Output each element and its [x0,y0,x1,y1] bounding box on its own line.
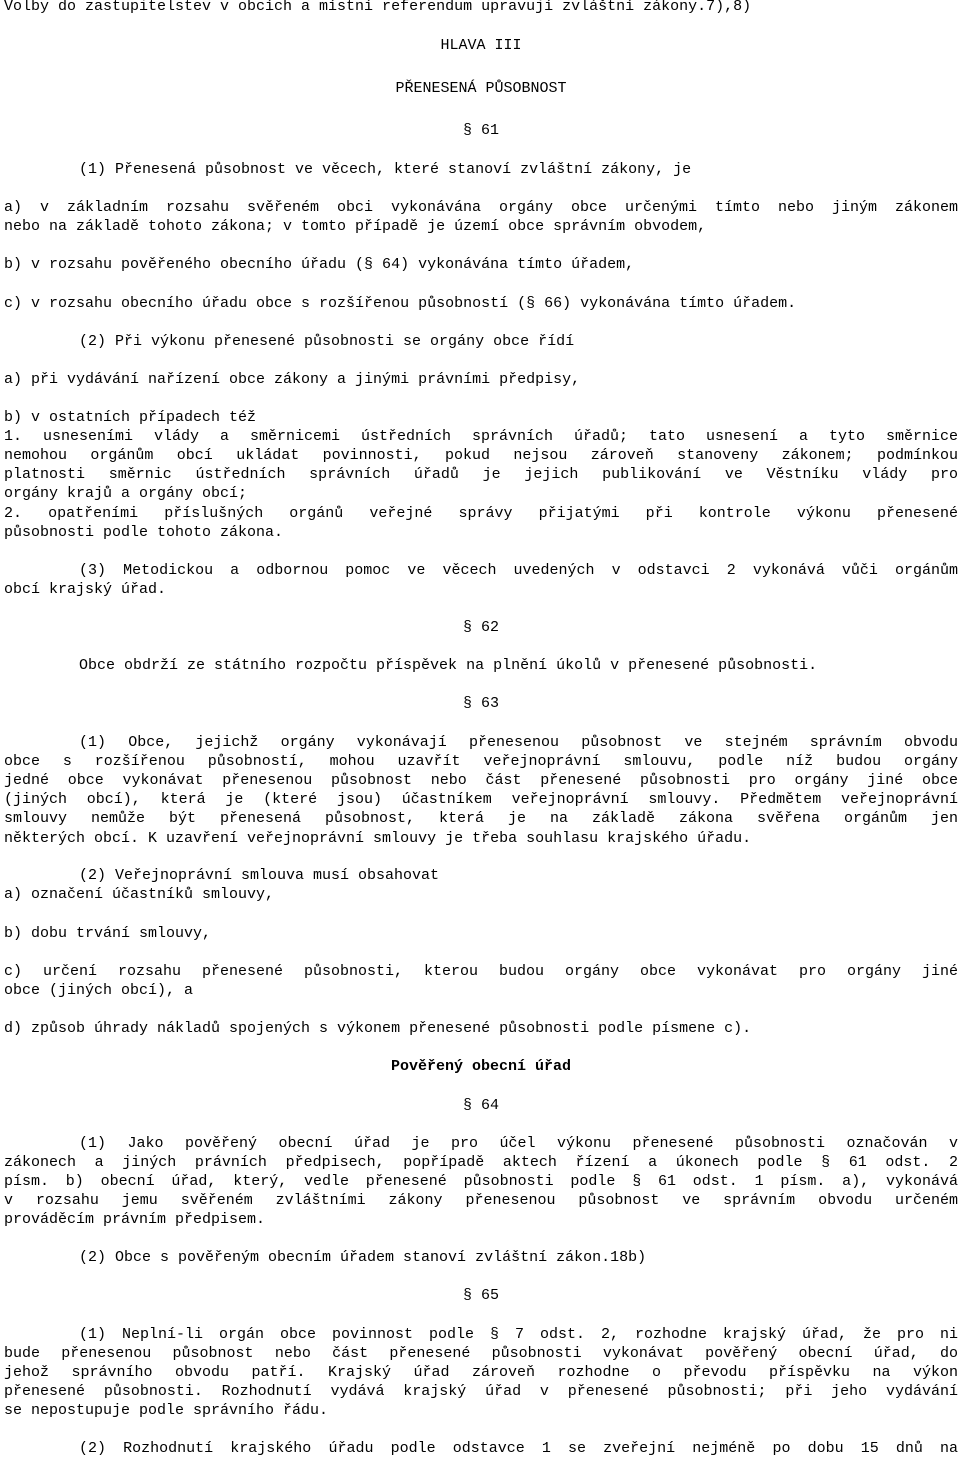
paragraph-64-1-line-4: v rozsahu jemu svěřeném zvláštními zákony přenesenou působnost ve správním obvodu určeném [4,1192,958,1209]
item-61-c: c) v rozsahu obecního úřadu obce s rozšířenou působností (§ 66) vykonávána tímto úřadem. [4,295,797,312]
chapter-title: PŘENESENÁ PŮSOBNOST [395,80,567,97]
paragraph-61-2: (2) Při výkonu přenesené působnosti se orgány obce řídí [79,333,575,350]
paragraph-62: Obce obdrží ze státního rozpočtu příspěvek na plnění úkolů v přenesené působnosti. [79,657,818,674]
paragraph-64-2: (2) Obce s pověřeným obecním úřadem stanoví zvláštní zákon.18b) [79,1249,647,1266]
point-1-line-3: platnosti směrnic ústředních správních úřadů je jejich publikování ve Věstníku vlády pro [4,466,958,483]
item-61-2-b: b) v ostatních případech též [4,409,257,426]
paragraph-64-1-line-3: písm. b) obecní úřad, který, vedle přenesené působnosti podle § 61 odst. 1 písm. a), vykonává [4,1173,958,1190]
item-61-2-a: a) při vydávání nařízení obce zákony a jinými právními předpisy, [4,371,581,388]
item-61-a-line-2: nebo na základě tohoto zákona; v tomto případě je území obce správním obvodem, [4,218,707,235]
paragraph-64-1-line-2: zákonech a jiných právních předpisech, popřípadě aktech řízení a úkonech podle § 61 odst. 2 [4,1154,958,1171]
section-number-64: § 64 [462,1097,499,1114]
section-number-65: § 65 [462,1287,499,1304]
paragraph-63-1-line-3: jedné obce vykonávat přenesenou působnost nebo část přenesené působnosti pro orgány jiné obce [4,772,958,789]
item-63-2-a: a) označení účastníků smlouvy, [4,886,275,903]
paragraph-65-2-line-1: (2) Rozhodnutí krajského úřadu podle odstavce 1 se zveřejní nejméně po dobu 15 dnů na [79,1440,958,1457]
item-63-2-b: b) dobu trvání smlouvy, [4,925,212,942]
section-number-62: § 62 [462,619,499,636]
item-63-2-c-line-1: c) určení rozsahu přenesené působnosti, kterou budou orgány obce vykonávat pro orgány jiné [4,963,958,980]
paragraph-65-1-line-4: přenesené působnosti. Rozhodnutí vydává krajský úřad v přenesené působnosti; při jeho vydávání [4,1383,958,1400]
paragraph-64-1-line-5: prováděcím právním předpisem. [4,1211,266,1228]
point-1-line-4: orgány krajů a orgány obcí; [4,485,248,502]
item-61-a-line-1: a) v základním rozsahu svěřeném obci vykonávána orgány obce určenými tímto nebo jiným zákonem [4,199,958,216]
paragraph-63-1-line-1: (1) Obce, jejichž orgány vykonávají přenesenou působnost ve stejném správním obvodu [79,734,958,751]
point-1-line-2: nemohou orgánům obcí ukládat povinnosti, pokud nejsou zároveň stanoveny zákonem; podmínkou [4,447,958,464]
paragraph-63-1-line-4: (jiných obcí), která je (které jsou) účastníkem veřejnoprávní smlouvy. Předmětem veřejnoprávní [4,791,958,808]
item-63-2-d: d) způsob úhrady nákladů spojených s výkonem přenesené působnosti podle písmene c). [4,1020,752,1037]
paragraph-63-2: (2) Veřejnoprávní smlouva musí obsahovat [79,867,440,884]
point-2-line-1: 2. opatřeními příslušných orgánů veřejné správy přijatými při kontrole výkonu přenesené [4,505,958,522]
intro-line: Volby do zastupitelstev v obcích a místní referendum upravují zvláštní zákony.7),8) [4,0,752,15]
paragraph-63-1-line-5: smlouvy nemůže být přenesená působnost, která je na základě zákona svěřena orgánům jen [4,810,958,827]
section-number-63: § 63 [462,695,499,712]
section-number-61: § 61 [462,122,499,139]
paragraph-61-3-line-1: (3) Metodickou a odbornou pomoc ve věcech uvedených v odstavci 2 vykonává vůči orgánům [79,562,958,579]
paragraph-61-1: (1) Přenesená působnost ve věcech, které stanoví zvláštní zákony, je [79,161,692,178]
point-2-line-2: působnosti podle tohoto zákona. [4,524,284,541]
paragraph-65-1-line-1: (1) Neplní-li orgán obce povinnost podle § 7 odst. 2, rozhodne krajský úřad, že pro ni [79,1326,958,1343]
paragraph-64-1-line-1: (1) Jako pověřený obecní úřad je pro účel výkonu přenesené působnosti označován v [79,1135,958,1152]
point-1-line-1: 1. usneseními vlády a směrnicemi ústředních správních úřadů; tato usnesení a tyto směrnice [4,428,958,445]
paragraph-65-1-line-5: se nepostupuje podle správního řádu. [4,1402,329,1419]
paragraph-65-1-line-2: bude přenesenou působnost nebo část přenesené působnosti vykonávat pověřený obecní úřad, do [4,1345,958,1362]
chapter-heading: HLAVA III [440,37,522,54]
item-61-b: b) v rozsahu pověřeného obecního úřadu (§ 64) vykonávána tímto úřadem, [4,256,635,273]
paragraph-61-3-line-2: obcí krajský úřad. [4,581,167,598]
paragraph-65-1-line-3: jehož správního obvodu patří. Krajský úřad zároveň rozhodne o převodu příspěvku na výkon [4,1364,958,1381]
item-63-2-c-line-2: obce (jiných obcí), a [4,982,194,999]
paragraph-63-1-line-2: obce s rozšířenou působností, mohou uzavřít veřejnoprávní smlouvu, podle níž budou orgány [4,753,958,770]
subheading-povereny-obecni-urad: Pověřený obecní úřad [390,1058,572,1075]
paragraph-63-1-line-6: některých obcí. K uzavření veřejnoprávní smlouvy je třeba souhlasu krajského úřadu. [4,830,752,847]
